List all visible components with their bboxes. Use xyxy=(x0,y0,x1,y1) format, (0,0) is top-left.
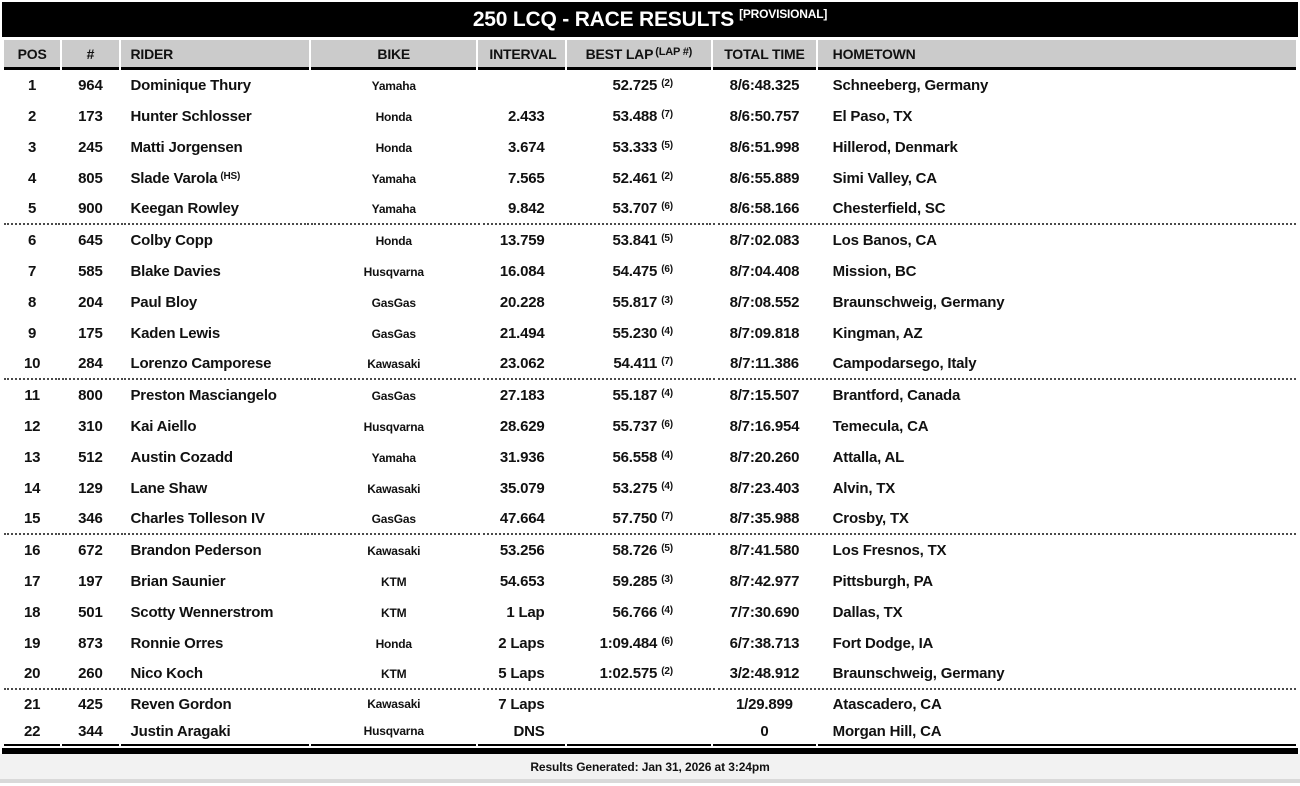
cell-position: 11 xyxy=(24,387,40,404)
cell-interval: 47.664 xyxy=(478,504,564,535)
cell-interval: 20.228 xyxy=(499,294,545,311)
table-row xyxy=(4,163,1296,194)
best-lap-number: (3) xyxy=(661,574,673,585)
cell-hometown: Braunschweig, Germany xyxy=(832,294,1005,311)
cell-hometown: Brantford, Canada xyxy=(832,387,961,404)
cell-interval: 28.629 xyxy=(499,418,545,435)
cell-total-time: 8/7:11.386 xyxy=(713,349,815,380)
cell-rider xyxy=(121,535,310,566)
cell-rider xyxy=(121,163,310,194)
cell-position: 5 xyxy=(4,194,60,225)
table-row xyxy=(4,690,1296,718)
cell-rider xyxy=(121,597,310,628)
cell-position: 2 xyxy=(28,108,37,125)
cell-bike: GasGas xyxy=(371,326,416,341)
results-generated-text: Results Generated: Jan 31, 2026 at 3:24pm xyxy=(530,759,770,774)
table-row xyxy=(4,535,1296,566)
cell-best-lap xyxy=(567,659,712,690)
cell-best-lap xyxy=(567,318,712,349)
cell-best-lap xyxy=(567,628,712,659)
column-header-hometown: HOMETOWN xyxy=(818,40,1296,70)
cell-hometown: Schneeberg, Germany xyxy=(832,77,989,94)
rider-name: Kai Aiello xyxy=(130,418,197,435)
table-row xyxy=(4,380,1296,411)
cell-best-lap xyxy=(567,101,712,132)
cell-best-lap xyxy=(567,535,712,566)
cell-rider xyxy=(121,628,310,659)
best-lap-number: (5) xyxy=(661,543,673,554)
best-lap-number: (4) xyxy=(661,326,673,337)
table-row xyxy=(4,718,1296,746)
cell-interval: 23.062 xyxy=(478,349,564,380)
cell-hometown: Chesterfield, SC xyxy=(818,194,1296,225)
cell-hometown: Hillerod, Denmark xyxy=(832,139,958,156)
cell-number: 873 xyxy=(78,635,103,652)
best-lap-number: (7) xyxy=(661,511,673,522)
rider-name: Dominique Thury xyxy=(130,77,251,94)
cell-bike: Yamaha xyxy=(371,171,416,186)
cell-hometown: Crosby, TX xyxy=(818,504,1296,535)
table-row xyxy=(4,349,1296,380)
cell-number: 672 xyxy=(78,542,103,559)
cell-total-time: 8/7:23.403 xyxy=(729,480,800,497)
cell-interval: 7.565 xyxy=(507,170,545,187)
cell-total-time: 3/2:48.912 xyxy=(713,659,815,690)
footer xyxy=(0,754,1300,779)
cell-interval: 31.936 xyxy=(499,449,545,466)
cell-rider xyxy=(121,225,310,256)
best-lap-time: 55.230 xyxy=(612,325,658,342)
cell-interval: 2.433 xyxy=(507,108,545,125)
cell-bike: Yamaha xyxy=(371,78,416,93)
cell-total-time: 8/6:58.166 xyxy=(713,194,815,225)
best-lap-number: (7) xyxy=(661,356,673,367)
cell-hometown: Simi Valley, CA xyxy=(832,170,937,187)
results-table xyxy=(2,40,1298,746)
cell-best-lap xyxy=(567,411,712,442)
cell-rider xyxy=(121,504,310,535)
cell-position: 21 xyxy=(23,695,41,713)
cell-bike: Yamaha xyxy=(311,194,476,225)
best-lap-number: (4) xyxy=(661,481,673,492)
cell-interval: 54.653 xyxy=(499,573,545,590)
cell-total-time: 8/7:09.818 xyxy=(729,325,800,342)
best-lap-number: (4) xyxy=(661,605,673,616)
cell-bike: GasGas xyxy=(311,504,476,535)
column-header-number: # xyxy=(62,40,118,70)
best-lap-time: 1:02.575 xyxy=(599,665,658,682)
rider-name: Justin Aragaki xyxy=(130,722,231,740)
cell-rider xyxy=(121,690,310,718)
rider-name: Blake Davies xyxy=(130,263,221,280)
cell-hometown: Attalla, AL xyxy=(832,449,905,466)
cell-rider xyxy=(121,287,310,318)
provisional-badge: [PROVISIONAL] xyxy=(739,6,828,21)
cell-number: 805 xyxy=(78,170,103,187)
cell-total-time: 8/7:42.977 xyxy=(729,573,800,590)
cell-rider xyxy=(121,132,310,163)
cell-best-lap xyxy=(567,163,712,194)
table-row xyxy=(4,504,1296,535)
cell-interval: 16.084 xyxy=(499,263,545,280)
cell-bike: Kawasaki xyxy=(367,543,421,558)
cell-total-time: 8/7:04.408 xyxy=(729,263,800,280)
best-lap-time: 56.558 xyxy=(612,449,658,466)
cell-interval: 5 Laps xyxy=(478,659,564,690)
cell-interval xyxy=(478,70,564,101)
cell-total-time: 8/6:50.757 xyxy=(729,108,800,125)
cell-best-lap xyxy=(567,473,712,504)
rider-name: Kaden Lewis xyxy=(130,325,220,342)
rider-name: Colby Copp xyxy=(130,232,213,249)
rider-name: Keegan Rowley xyxy=(130,200,239,217)
cell-bike: Kawasaki xyxy=(311,349,476,380)
cell-number: 645 xyxy=(78,232,103,249)
cell-bike: Husqvarna xyxy=(363,419,424,434)
cell-position: 6 xyxy=(28,232,37,249)
cell-interval: 1 Lap xyxy=(506,604,545,621)
cell-best-lap xyxy=(567,690,712,718)
cell-rider xyxy=(121,566,310,597)
cell-hometown: Morgan Hill, CA xyxy=(818,718,1296,746)
table-row xyxy=(4,132,1296,163)
cell-interval: 27.183 xyxy=(499,387,545,404)
cell-position: 14 xyxy=(23,480,41,497)
best-lap-time: 58.726 xyxy=(612,542,658,559)
cell-hometown: Pittsburgh, PA xyxy=(832,573,933,590)
rider-name: Lorenzo Camporese xyxy=(130,355,272,372)
cell-number: 512 xyxy=(78,449,103,466)
cell-best-lap xyxy=(567,718,712,746)
best-lap-number: (7) xyxy=(661,109,673,120)
best-lap-number: (3) xyxy=(661,295,673,306)
cell-position: 3 xyxy=(28,139,37,156)
cell-hometown: Los Banos, CA xyxy=(832,232,937,249)
table-row xyxy=(4,225,1296,256)
rider-name: Hunter Schlosser xyxy=(130,108,252,125)
cell-position: 1 xyxy=(28,77,37,94)
cell-position: 4 xyxy=(28,170,37,187)
table-row xyxy=(4,101,1296,132)
cell-hometown: Atascadero, CA xyxy=(832,695,942,713)
cell-number: 964 xyxy=(78,77,103,94)
cell-total-time: 8/7:15.507 xyxy=(729,387,800,404)
cell-bike: KTM xyxy=(381,574,407,589)
cell-best-lap xyxy=(567,442,712,473)
cell-hometown: Temecula, CA xyxy=(832,418,929,435)
best-lap-time: 54.475 xyxy=(612,263,658,280)
best-lap-number: (6) xyxy=(661,636,673,647)
cell-hometown: Mission, BC xyxy=(832,263,917,280)
cell-bike: GasGas xyxy=(371,388,416,403)
rider-name: Lane Shaw xyxy=(130,480,208,497)
cell-position: 19 xyxy=(23,635,41,652)
best-lap-number: (2) xyxy=(661,171,673,182)
cell-position: 15 xyxy=(4,504,60,535)
best-lap-time: 56.766 xyxy=(612,604,658,621)
best-lap-number: (5) xyxy=(661,233,673,244)
table-row xyxy=(4,628,1296,659)
page-title: 250 LCQ - RACE RESULTS xyxy=(472,7,735,31)
cell-bike: Kawasaki xyxy=(367,481,421,496)
rider-name: Slade Varola xyxy=(130,170,218,187)
cell-rider xyxy=(121,194,310,225)
cell-best-lap xyxy=(567,349,712,380)
cell-number: 173 xyxy=(78,108,103,125)
cell-interval: 2 Laps xyxy=(498,635,545,652)
cell-best-lap xyxy=(567,287,712,318)
best-lap-number: (2) xyxy=(661,78,673,89)
cell-number: 800 xyxy=(78,387,103,404)
cell-total-time: 8/6:55.889 xyxy=(729,170,800,187)
cell-number: 175 xyxy=(78,325,103,342)
cell-number: 310 xyxy=(78,418,103,435)
cell-bike: Husqvarna xyxy=(311,718,476,746)
cell-hometown: El Paso, TX xyxy=(832,108,913,125)
cell-position: 18 xyxy=(23,604,41,621)
cell-position: 10 xyxy=(4,349,60,380)
best-lap-time: 53.275 xyxy=(612,480,658,497)
cell-number: 346 xyxy=(62,504,118,535)
cell-hometown: Campodarsego, Italy xyxy=(818,349,1296,380)
cell-number: 900 xyxy=(62,194,118,225)
cell-interval: 21.494 xyxy=(499,325,545,342)
best-lap-time: 55.737 xyxy=(612,418,658,435)
cell-position: 20 xyxy=(4,659,60,690)
cell-rider xyxy=(121,256,310,287)
cell-position: 12 xyxy=(23,418,41,435)
cell-total-time: 8/6:48.325 xyxy=(729,77,800,94)
best-lap-time: 54.411 xyxy=(613,355,658,372)
table-row xyxy=(4,70,1296,101)
cell-position: 17 xyxy=(23,573,41,590)
rider-name: Brian Saunier xyxy=(130,573,226,590)
rider-name: Preston Masciangelo xyxy=(130,387,277,404)
cell-interval: 35.079 xyxy=(499,480,545,497)
cell-total-time: 8/7:08.552 xyxy=(729,294,800,311)
cell-bike: Honda xyxy=(375,140,412,155)
cell-interval: 7 Laps xyxy=(498,695,545,713)
cell-best-lap xyxy=(567,566,712,597)
cell-number: 284 xyxy=(62,349,118,380)
table-row xyxy=(4,566,1296,597)
table-row xyxy=(4,318,1296,349)
best-lap-number: (6) xyxy=(661,264,673,275)
cell-best-lap xyxy=(567,504,712,535)
table-row xyxy=(4,442,1296,473)
cell-position: 13 xyxy=(23,449,41,466)
cell-rider xyxy=(121,70,310,101)
column-header-rider: RIDER xyxy=(121,40,310,70)
cell-best-lap xyxy=(567,70,712,101)
cell-position: 16 xyxy=(23,542,41,559)
rider-name: Matti Jorgensen xyxy=(130,139,243,156)
table-row xyxy=(4,287,1296,318)
cell-hometown: Dallas, TX xyxy=(832,604,903,621)
results-body xyxy=(4,70,1296,746)
cell-best-lap xyxy=(567,194,712,225)
cell-best-lap xyxy=(567,132,712,163)
cell-bike: Kawasaki xyxy=(367,697,421,711)
cell-bike: Honda xyxy=(375,636,412,651)
best-lap-number: (5) xyxy=(661,140,673,151)
cell-bike: Honda xyxy=(375,233,412,248)
cell-interval: DNS xyxy=(478,718,564,746)
cell-rider xyxy=(121,411,310,442)
best-lap-number: (4) xyxy=(661,388,673,399)
cell-rider xyxy=(121,318,310,349)
cell-bike: Husqvarna xyxy=(363,264,424,279)
cell-best-lap xyxy=(567,256,712,287)
cell-number: 344 xyxy=(62,718,118,746)
cell-position: 22 xyxy=(4,718,60,746)
cell-number: 204 xyxy=(78,294,103,311)
cell-number: 585 xyxy=(78,263,103,280)
cell-rider xyxy=(121,718,310,746)
table-header xyxy=(4,40,1296,70)
table-row xyxy=(4,411,1296,442)
cell-total-time: 1/29.899 xyxy=(736,695,793,713)
column-header-bike: BIKE xyxy=(311,40,476,70)
cell-hometown: Kingman, AZ xyxy=(832,325,923,342)
best-lap-time: 55.187 xyxy=(612,387,658,404)
table-row xyxy=(4,256,1296,287)
cell-hometown: Los Fresnos, TX xyxy=(832,542,947,559)
table-row xyxy=(4,659,1296,690)
cell-position: 9 xyxy=(28,325,37,342)
cell-number: 245 xyxy=(78,139,103,156)
cell-rider xyxy=(121,442,310,473)
cell-total-time: 8/7:02.083 xyxy=(729,232,800,249)
cell-position: 8 xyxy=(28,294,37,311)
cell-rider xyxy=(121,473,310,504)
best-lap-time: 57.750 xyxy=(612,510,658,527)
best-lap-time: 53.841 xyxy=(612,232,658,249)
best-lap-number: (2) xyxy=(661,666,673,677)
cell-bike: Honda xyxy=(375,109,412,124)
best-lap-time: 53.333 xyxy=(612,139,658,156)
column-header-interval: INTERVAL xyxy=(478,40,564,70)
cell-bike: KTM xyxy=(381,605,407,620)
cell-bike: GasGas xyxy=(371,295,416,310)
cell-hometown: Fort Dodge, IA xyxy=(832,635,934,652)
cell-best-lap xyxy=(567,380,712,411)
cell-position: 7 xyxy=(28,263,37,280)
rider-name: Charles Tolleson IV xyxy=(130,510,265,527)
table-row xyxy=(4,473,1296,504)
rider-name: Nico Koch xyxy=(130,665,203,682)
column-header-total-time: TOTAL TIME xyxy=(713,40,815,70)
rider-name: Brandon Pederson xyxy=(130,542,262,559)
cell-total-time: 8/7:16.954 xyxy=(729,418,800,435)
cell-total-time: 8/7:20.260 xyxy=(729,449,800,466)
cell-total-time: 8/6:51.998 xyxy=(729,139,800,156)
column-header-best-lap: BEST LAP $^{(LAP \#)}$ xyxy=(567,40,712,70)
best-lap-number: (6) xyxy=(661,419,673,430)
table-row xyxy=(4,194,1296,225)
cell-total-time: 7/7:30.690 xyxy=(729,604,800,621)
cell-rider xyxy=(121,349,310,380)
bottom-edge-strip xyxy=(0,779,1300,783)
best-lap-time: 1:09.484 xyxy=(599,635,658,652)
cell-rider xyxy=(121,380,310,411)
cell-bike: KTM xyxy=(311,659,476,690)
cell-interval: 53.256 xyxy=(499,542,545,559)
rider-suffix: (HS) xyxy=(220,171,241,182)
cell-interval: 9.842 xyxy=(478,194,564,225)
cell-interval: 3.674 xyxy=(507,139,545,156)
best-lap-number: (4) xyxy=(661,450,673,461)
cell-rider xyxy=(121,659,310,690)
column-header-pos: POS xyxy=(4,40,60,70)
rider-name: Scotty Wennerstrom xyxy=(130,604,274,621)
best-lap-time: 53.488 xyxy=(612,108,658,125)
cell-total-time: 8/7:35.988 xyxy=(713,504,815,535)
best-lap-time: 55.817 xyxy=(612,294,658,311)
cell-total-time: 8/7:41.580 xyxy=(729,542,800,559)
cell-total-time: 6/7:38.713 xyxy=(729,635,800,652)
title-bar xyxy=(2,2,1298,37)
cell-number: 197 xyxy=(78,573,103,590)
cell-total-time: 0 xyxy=(713,718,815,746)
rider-name: Ronnie Orres xyxy=(130,635,224,652)
cell-number: 260 xyxy=(62,659,118,690)
rider-name: Paul Bloy xyxy=(130,294,198,311)
cell-number: 425 xyxy=(78,695,103,713)
cell-interval: 13.759 xyxy=(499,232,545,249)
rider-name: Austin Cozadd xyxy=(130,449,233,466)
cell-bike: Yamaha xyxy=(371,450,416,465)
cell-number: 129 xyxy=(78,480,103,497)
best-lap-time: 53.707 xyxy=(612,200,658,217)
cell-hometown: Braunschweig, Germany xyxy=(818,659,1296,690)
best-lap-time: 59.285 xyxy=(612,573,658,590)
cell-best-lap xyxy=(567,597,712,628)
lap-number-header-sup: (LAP #) xyxy=(655,45,693,58)
cell-rider xyxy=(121,101,310,132)
best-lap-time: 52.725 xyxy=(612,77,658,94)
cell-number: 501 xyxy=(78,604,103,621)
best-lap-number: (6) xyxy=(661,201,673,212)
rider-name: Reven Gordon xyxy=(130,695,232,713)
best-lap-time: 52.461 xyxy=(612,170,658,187)
cell-hometown: Alvin, TX xyxy=(832,480,896,497)
table-row xyxy=(4,597,1296,628)
cell-best-lap xyxy=(567,225,712,256)
